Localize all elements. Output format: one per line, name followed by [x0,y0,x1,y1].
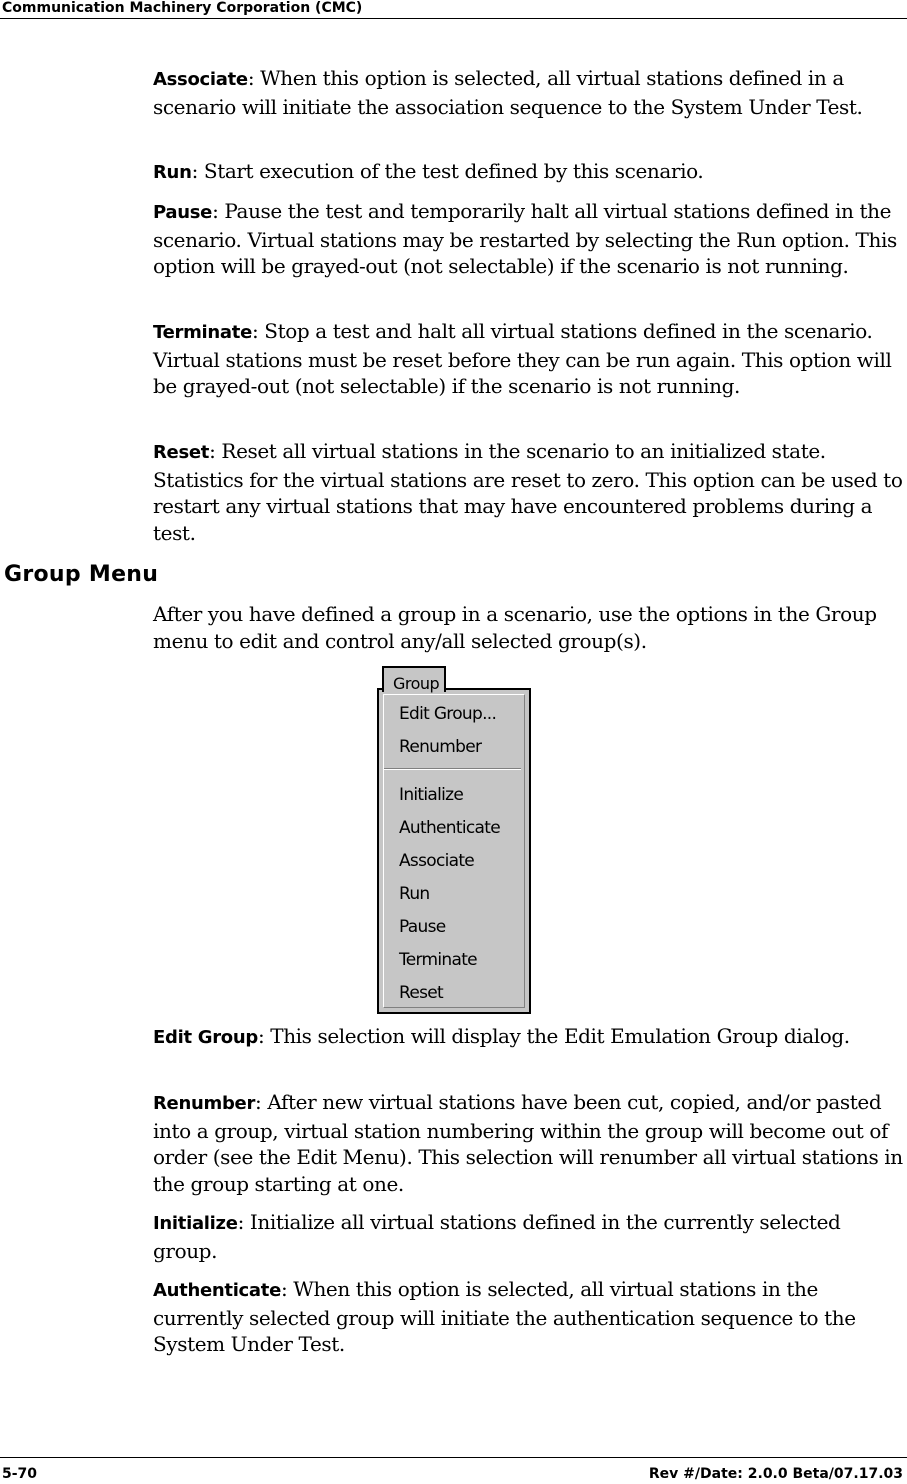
menu-item-edit-group[interactable]: Edit Group... [399,704,497,724]
scenario-item-terminate [153,318,905,400]
term-associate: Associate [153,69,248,90]
scenario-item-associate [153,65,905,120]
scenario-item-run [153,158,905,187]
menu-item-initialize[interactable]: Initialize [399,785,464,805]
term-pause: Pause [153,202,213,223]
desc-initialize: : Initialize all virtual stations defined in the currently selected group. [153,1210,841,1263]
desc-associate: : When this option is selected, all virtual stations defined in a scenario will initiate the association sequence to the System Under Test. [153,66,863,119]
group-item-authenticate [153,1276,905,1358]
menu-item-pause[interactable]: Pause [399,917,446,937]
group-item-edit-group [153,1023,905,1052]
term-run: Run [153,162,192,183]
menu-title-tab[interactable] [382,666,446,692]
menu-item-reset[interactable]: Reset [399,983,443,1003]
term-initialize: Initialize [153,1213,238,1234]
desc-edit-group: : This selection will display the Edit Emulation Group dialog. [257,1024,850,1048]
desc-renumber: : After new virtual stations have been cut, copied, and/or pasted into a group, virtual station numbering within the group will become out of order (see the Edit Menu). This selection will renumber all virtual stations in the group starting at one. [153,1090,903,1196]
scenario-item-pause [153,198,905,280]
menu-item-terminate[interactable]: Terminate [399,950,477,970]
term-edit-group: Edit Group [153,1027,258,1048]
group-item-renumber [153,1089,905,1197]
menu-dropdown [377,688,531,1014]
term-renumber: Renumber [153,1093,256,1114]
menu-item-associate[interactable]: Associate [399,851,475,871]
page-footer [0,1457,907,1484]
desc-reset: : Reset all virtual stations in the scenario to an initialized state. Statistics for the virtual stations are reset to zero. This option can be used to restart any virtual stations that may have encountered problems during a test. [153,439,903,545]
page-number: 5-70 [2,1466,38,1482]
section-heading-group-menu: Group Menu [4,562,159,587]
term-reset: Reset [153,442,210,463]
group-menu-intro: After you have defined a group in a scenario, use the options in the Group menu to edit and control any/all selected group(s). [153,602,877,653]
desc-run: : Start execution of the test defined by this scenario. [191,159,704,183]
scenario-item-reset [153,438,905,546]
desc-authenticate: : When this option is selected, all virtual stations in the currently selected group will initiate the authentication sequence to the System Under Test. [153,1277,856,1356]
revision-date: Rev #/Date: 2.0.0 Beta/07.17.03 [648,1466,903,1482]
header-title: Communication Machinery Corporation (CMC) [2,0,363,16]
term-authenticate: Authenticate [153,1280,281,1301]
menu-title-label: Group [393,674,440,693]
menu-item-run[interactable]: Run [399,884,430,904]
desc-terminate: : Stop a test and halt all virtual stations defined in the scenario. Virtual stations must be reset before they can be run again. This option will be grayed-out (not selectable) if the scenario is not running. [153,319,892,398]
group-item-initialize [153,1209,905,1264]
menu-item-renumber[interactable]: Renumber [399,737,482,757]
group-menu-screenshot [377,666,531,1014]
desc-pause: : Pause the test and temporarily halt all virtual stations defined in the scenario. Virtual stations may be restarted by selecting the Run option. This option will be grayed-out (not selectable) if the scenario is not running. [153,199,897,278]
menu-separator [384,768,521,770]
menu-item-authenticate[interactable]: Authenticate [399,818,500,838]
term-terminate: Terminate [153,322,252,343]
page-header [0,0,907,19]
